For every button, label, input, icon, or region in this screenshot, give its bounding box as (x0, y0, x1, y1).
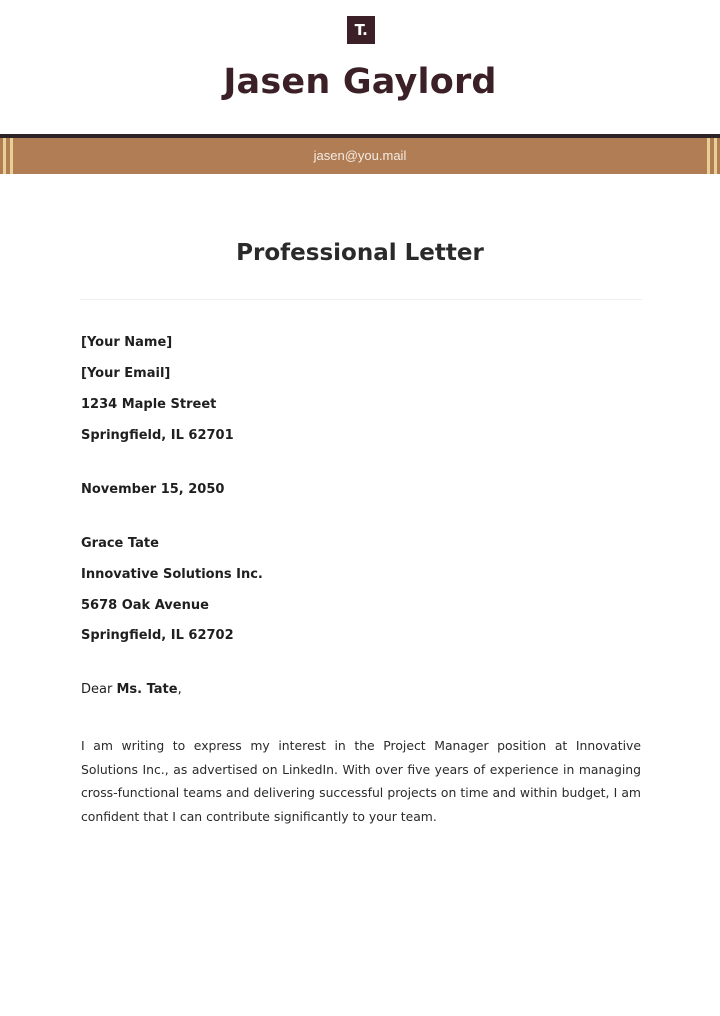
recipient-city: Springfield, IL 62702 (81, 628, 234, 643)
sender-email: [Your Email] (81, 366, 171, 381)
sender-name: [Your Name] (81, 335, 173, 350)
document-title: Professional Letter (236, 240, 484, 266)
salutation (81, 682, 182, 697)
recipient-name: Grace Tate (81, 536, 159, 551)
salutation-prefix: Dear (81, 682, 117, 697)
contact-email: jasen@you.mail (313, 148, 407, 163)
letter-date: November 15, 2050 (81, 482, 225, 497)
title-divider (80, 299, 642, 300)
salutation-name: Ms. Tate (116, 682, 178, 697)
contact-band (0, 138, 720, 174)
sender-city: Springfield, IL 62701 (81, 428, 234, 443)
letter-body-paragraph: I am writing to express my interest in the Project Manager position at Innovative Solutions Inc., as advertised on LinkedIn. With over five years of experience in managing cross-functional teams and delivering successful projects on time and within budget, I am confident that I can contribute significantly to your team. (81, 738, 641, 824)
salutation-suffix: , (177, 682, 182, 697)
recipient-street: 5678 Oak Avenue (81, 598, 209, 613)
sender-street: 1234 Maple Street (81, 397, 217, 412)
brand-logo: T. (347, 16, 375, 44)
recipient-company: Innovative Solutions Inc. (81, 567, 263, 582)
sender-name-heading: Jasen Gaylord (223, 62, 497, 102)
